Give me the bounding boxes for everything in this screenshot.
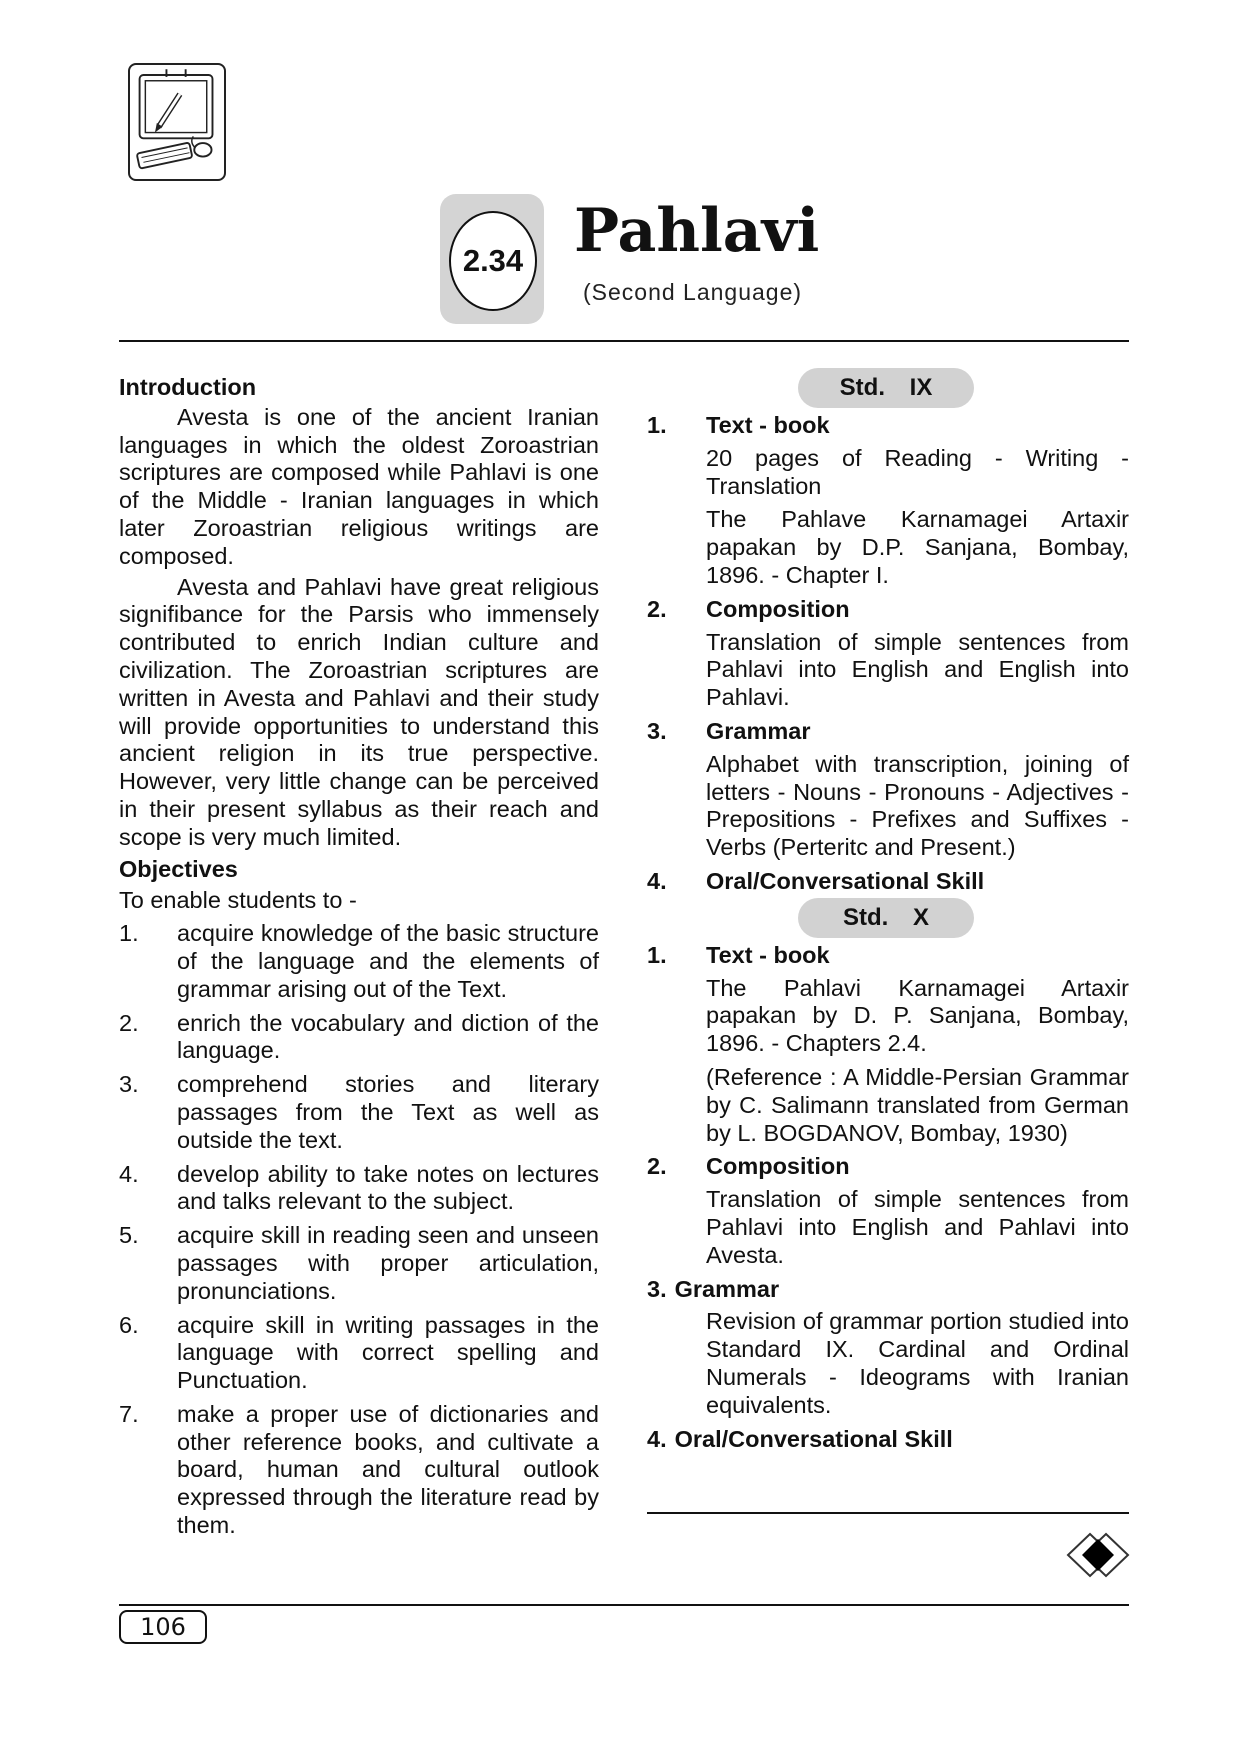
objective-number: 2.: [119, 1009, 139, 1036]
footer-divider: [119, 1604, 1129, 1606]
section-detail: Translation of simple sentences from Pahlavi into English and Pahlavi into Avesta.: [706, 1186, 1129, 1268]
objective-item: [119, 1161, 599, 1217]
objective-item: [119, 1312, 599, 1395]
std-ix-section-heading: [647, 868, 1129, 896]
objective-text: make a proper use of dictionaries and other reference books, and cultivate a board, human and cultural outlook expressed through the literature read by them.: [177, 1400, 599, 1539]
section-title: Grammar: [706, 717, 811, 744]
objective-text: acquire skill in reading seen and unseen passages with proper articulation, pronunciations.: [177, 1222, 599, 1304]
std-ix-section-heading: [647, 718, 1129, 746]
std-x-section-heading: [647, 1153, 1129, 1181]
objective-number: 5.: [119, 1222, 139, 1249]
section-number: 3.: [647, 717, 667, 744]
section-detail: Revision of grammar portion studied into Standard IX. Cardinal and Ordinal Numerals - Ideograms with Iranian equivalents.: [706, 1308, 1129, 1418]
section-number: 4.: [647, 1425, 667, 1452]
left-column: [119, 370, 599, 1546]
objective-number: 1.: [119, 920, 139, 947]
objective-item: [119, 1071, 599, 1154]
section-title: Grammar: [674, 1275, 780, 1302]
section-detail: Alphabet with transcription, joining of letters - Nouns - Pronouns - Adjectives - Prepositions - Prefixes and Suffixes - Verbs (Perteritc and Present.): [706, 750, 1129, 861]
section-detail: The Pahlavi Karnamagei Artaxir papakan by D. P. Sanjana, Bombay, 1896. - Chapters 2.4.: [706, 974, 1129, 1057]
section-title: Oral/Conversational Skill: [706, 867, 985, 894]
section-detail: Translation of simple sentences from Pahlavi into English and English into Pahlavi.: [706, 628, 1129, 711]
objective-text: enrich the vocabulary and diction of the language.: [177, 1009, 599, 1064]
objective-item: [119, 1010, 599, 1066]
computer-pencil-icon: [130, 65, 224, 179]
objective-number: 3.: [119, 1071, 139, 1098]
section-title: Text - book: [706, 412, 830, 438]
std-ix-section-heading: [647, 596, 1129, 624]
objective-item: [119, 1222, 599, 1305]
right-column: [647, 368, 1129, 1458]
objective-number: 4.: [119, 1160, 139, 1187]
std-x-section-heading: [647, 942, 1129, 970]
section-title: Oral/Conversational Skill: [674, 1425, 953, 1452]
section-title: Text - book: [706, 941, 830, 968]
section-number: 1.: [647, 941, 667, 968]
double-diamond-icon: [1066, 1530, 1130, 1580]
section-number: 2.: [647, 595, 667, 622]
section-number: 3.: [647, 1275, 667, 1302]
objective-text: acquire skill in writing passages in the language with correct spelling and Punctuation.: [177, 1311, 599, 1394]
objective-item: [119, 920, 599, 1003]
page-title: Pahlavi: [574, 196, 820, 266]
objective-text: develop ability to take notes on lectures and talks relevant to the subject.: [177, 1160, 599, 1215]
introduction-paragraph: Avesta and Pahlavi have great religious signifibance for the Parsis who immensely contributed to enrich Indian culture and civilization. The Zoroastrian scriptures are written in Avesta and Pahlavi and their study will provide opportunities to understand this ancient religion in its true perspective. However, very little change can be perceived in their present syllabus as their reach and scope is very much limited.: [119, 573, 599, 850]
section-number: 1.: [647, 412, 667, 438]
page-number: 106: [119, 1610, 207, 1644]
std-ix-section-heading: [647, 412, 1129, 440]
section-number: 4.: [647, 867, 667, 894]
std-ix-label: Std. IX: [798, 368, 974, 408]
objective-number: 6.: [119, 1311, 139, 1338]
std-x-section-heading: [647, 1276, 1129, 1304]
section-number: 2.: [647, 1153, 667, 1180]
section-title: Composition: [706, 595, 850, 622]
page-subtitle: (Second Language): [583, 279, 803, 305]
objective-item: [119, 1401, 599, 1540]
objectives-heading: Objectives: [119, 855, 238, 882]
introduction-paragraph: Avesta is one of the ancient Iranian languages in which the oldest Zoroastrian scriptures are composed while Pahlavi is one of the Middle - Iranian languages in which later Zoroastrian religious writings are composed.: [119, 403, 599, 569]
introduction-heading: Introduction: [119, 374, 257, 400]
objective-text: acquire knowledge of the basic structure of the language and the elements of grammar arising out of the Text.: [177, 920, 599, 1002]
objective-text: comprehend stories and literary passages from the Text as well as outside the text.: [177, 1071, 599, 1153]
objectives-intro: To enable students to -: [119, 887, 357, 914]
std-x-section-heading: [647, 1426, 1129, 1454]
section-title: Composition: [706, 1153, 850, 1180]
std-x-label: Std. X: [798, 898, 974, 938]
section-detail: (Reference : A Middle-Persian Grammar by C. Salimann translated from German by L. BOGDANOV, Bombay, 1930): [706, 1063, 1129, 1146]
section-detail: 20 pages of Reading - Writing - Translation: [706, 444, 1129, 499]
column-end-divider: [647, 1512, 1129, 1514]
section-detail: The Pahlave Karnamagei Artaxir papakan by D.P. Sanjana, Bombay, 1896. - Chapter I.: [706, 506, 1129, 588]
logo: [128, 63, 226, 181]
objective-number: 7.: [119, 1400, 139, 1427]
header-divider: [119, 340, 1129, 342]
section-number: 2.34: [449, 211, 537, 311]
